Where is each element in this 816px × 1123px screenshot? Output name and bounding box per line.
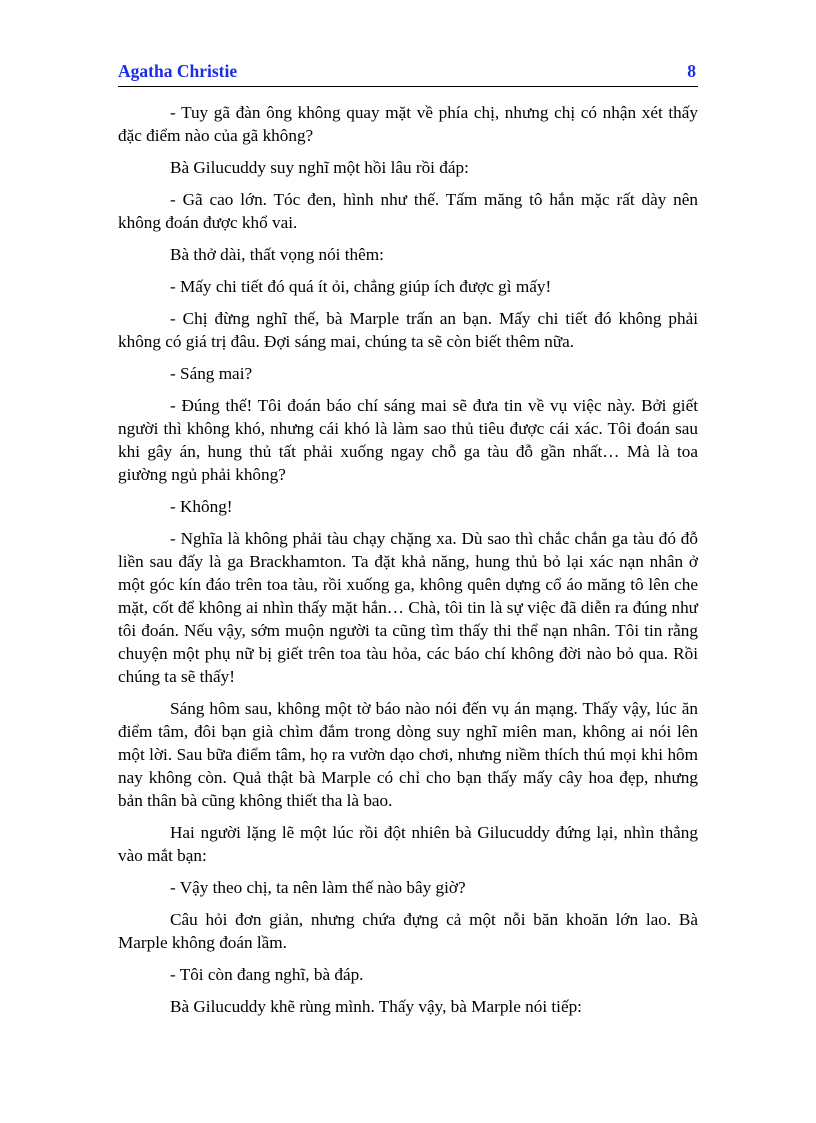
page-number: 8: [687, 61, 696, 81]
paragraph: - Nghĩa là không phải tàu chạy chặng xa. Dù sao thì chắc chắn ga tàu đó đỗ liền sau đấy là ga Brackhamton. Ta đặt khả năng, hung thủ bỏ lại xác nạn nhân ở một góc kín đáo trên toa tàu, rồi xuống ga, không quên dựng cổ áo măng tô lên che mặt, cốt để không ai nhìn thấy mặt hắn… Chà, tôi tin là sự việc đã diễn ra đúng như tôi đoán. Nếu vậy, sớm muộn người ta cũng tìm thấy thi thể nạn nhân. Tôi tin rằng chuyện một phụ nữ bị giết trên toa tàu hỏa, các báo chí không đời nào bỏ qua. Rồi chúng ta sẽ thấy!: [118, 529, 698, 686]
paragraph: - Mấy chi tiết đó quá ít ỏi, chẳng giúp ích được gì mấy!: [170, 277, 552, 296]
header-author: Agatha Christie: [118, 61, 238, 81]
paragraph: Sáng hôm sau, không một tờ báo nào nói đến vụ án mạng. Thấy vậy, lúc ăn điểm tâm, đôi bạn già chìm đắm trong dòng suy nghĩ miên man, không ai nói lên một lời. Sau bữa điểm tâm, họ ra vườn dạo chơi, nhưng niềm thích thú mọi khi hôm nay không còn. Quả thật bà Marple có chỉ cho bạn thấy mấy cây hoa đẹp, nhưng bản thân bà cũng không thiết tha là bao.: [118, 699, 698, 810]
paragraph: Bà thở dài, thất vọng nói thêm:: [170, 245, 384, 264]
paragraph: - Gã cao lớn. Tóc đen, hình như thế. Tấm măng tô hắn mặc rất dày nên không đoán được khổ vai.: [118, 190, 698, 232]
paragraph: - Tuy gã đàn ông không quay mặt về phía chị, nhưng chị có nhận xét thấy đặc điểm nào của gã không?: [118, 103, 698, 145]
paragraph: - Chị đừng nghĩ thế, bà Marple trấn an bạn. Mấy chi tiết đó không phải không có giá trị đâu. Đợi sáng mai, chúng ta sẽ còn biết thêm nữa.: [118, 309, 698, 351]
paragraph: - Không!: [170, 497, 233, 516]
paragraph: Bà Gilucuddy suy nghĩ một hồi lâu rồi đáp:: [170, 158, 469, 177]
page-header: [118, 60, 698, 87]
paragraph: - Tôi còn đang nghĩ, bà đáp.: [170, 965, 364, 984]
paragraph: Câu hỏi đơn giản, nhưng chứa đựng cả một nỗi băn khoăn lớn lao. Bà Marple không đoán lầm.: [118, 910, 698, 952]
page-body: [118, 101, 698, 1027]
paragraph: - Vậy theo chị, ta nên làm thế nào bây giờ?: [170, 878, 466, 897]
paragraph: Bà Gilucuddy khẽ rùng mình. Thấy vậy, bà Marple nói tiếp:: [170, 997, 582, 1016]
paragraph: - Đúng thế! Tôi đoán báo chí sáng mai sẽ đưa tin về vụ việc này. Bởi giết người thì không khó, nhưng cái khó là làm sao thủ tiêu được cái xác. Tôi đoán sau khi gây án, hung thủ tất phải xuống ngay chỗ ga tàu đỗ gần nhất… Mà là toa giường ngủ phải không?: [118, 396, 698, 484]
paragraph: - Sáng mai?: [170, 364, 253, 383]
paragraph: Hai người lặng lẽ một lúc rồi đột nhiên bà Gilucuddy đứng lại, nhìn thẳng vào mắt bạn:: [118, 823, 698, 865]
